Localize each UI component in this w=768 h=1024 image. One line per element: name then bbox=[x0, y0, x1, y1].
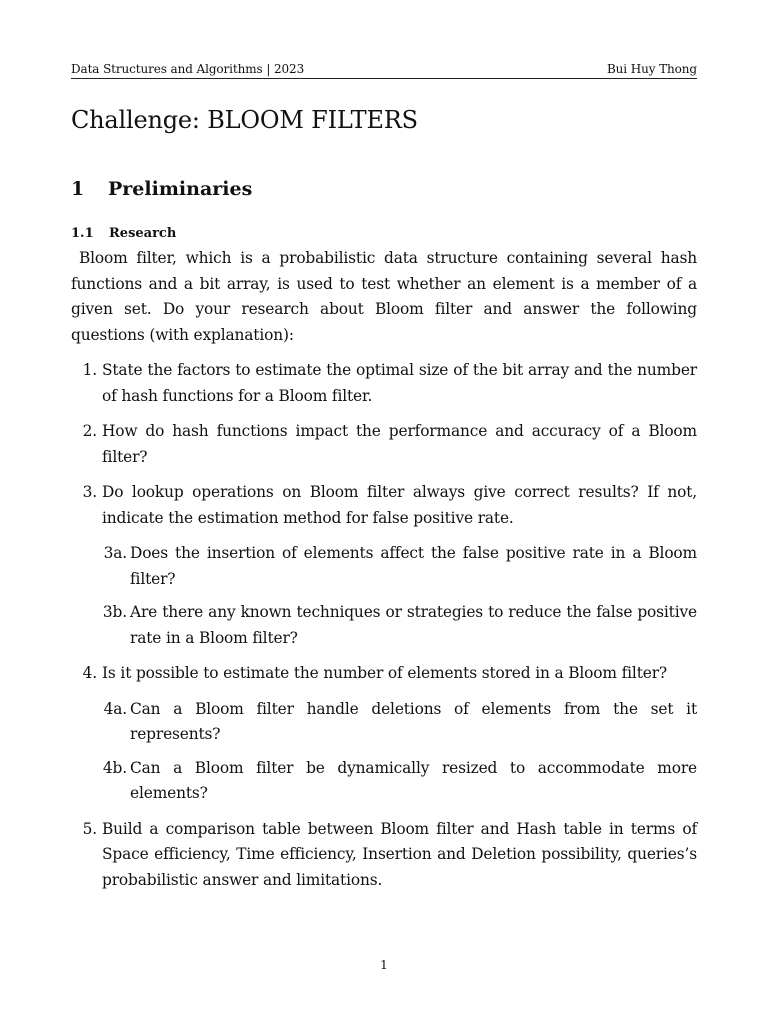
header-author-label: Bui Huy Thong bbox=[606, 62, 697, 76]
header-course-label: Data Structures and Algorithms | 2023 bbox=[71, 62, 305, 76]
subsection-number: 1.1 bbox=[71, 226, 94, 241]
question-list bbox=[71, 358, 697, 893]
question-text: State the factors to estimate the optimal size of the bit array and the number of hash functions for a Bloom filter. bbox=[102, 361, 697, 405]
sub-question-list bbox=[102, 541, 697, 651]
question-item bbox=[71, 358, 697, 409]
sub-question-item bbox=[102, 756, 697, 807]
sub-question-text: Can a Bloom filter handle deletions of elements from the set it represents? bbox=[130, 699, 697, 743]
question-marker: 1. bbox=[82, 361, 97, 379]
section-number: 1 bbox=[71, 178, 85, 200]
sub-question-item bbox=[102, 697, 697, 748]
sub-question-marker: 3b. bbox=[102, 603, 127, 621]
question-marker: 4. bbox=[82, 664, 97, 682]
question-item bbox=[71, 419, 697, 470]
section-heading bbox=[71, 176, 252, 202]
page-number: 1 bbox=[380, 958, 388, 972]
intro-paragraph: Bloom filter, which is a probabilistic data structure containing several hash functions and a bit array, is used to test whether an element is a member of a given set. Do your research about Bloom filter and answer the following questions (with explanation): bbox=[71, 249, 697, 344]
question-item bbox=[71, 480, 697, 651]
sub-question-marker: 3a. bbox=[103, 544, 127, 562]
question-text: Do lookup operations on Bloom filter always give correct results? If not, indicate the estimation method for false positive rate. bbox=[102, 483, 697, 527]
question-text: Build a comparison table between Bloom filter and Hash table in terms of Space efficiency, Time efficiency, Insertion and Deletion possibility, queries’s probabilistic answer and limitations. bbox=[102, 819, 697, 889]
document-title: Challenge: BLOOM FILTERS bbox=[71, 106, 418, 134]
subsection-heading bbox=[71, 225, 176, 243]
question-item bbox=[71, 817, 697, 894]
sub-question-marker: 4a. bbox=[103, 699, 127, 718]
sub-question-list bbox=[102, 697, 697, 807]
sub-question-item bbox=[102, 600, 697, 651]
question-marker: 2. bbox=[82, 422, 97, 440]
section-title: Preliminaries bbox=[108, 178, 253, 200]
sub-question-text: Does the insertion of elements affect the false positive rate in a Bloom filter? bbox=[130, 544, 697, 588]
document-page bbox=[71, 0, 697, 1024]
sub-question-marker: 4b. bbox=[102, 758, 127, 777]
subsection-title: Research bbox=[109, 226, 177, 241]
question-marker: 5. bbox=[82, 819, 97, 838]
question-text: Is it possible to estimate the number of elements stored in a Bloom filter? bbox=[102, 664, 667, 682]
sub-question-text: Can a Bloom filter be dynamically resized to accommodate more elements? bbox=[130, 758, 697, 802]
running-header bbox=[71, 61, 697, 77]
header-divider bbox=[71, 78, 697, 79]
question-text: How do hash functions impact the performance and accuracy of a Bloom filter? bbox=[102, 422, 697, 466]
question-item bbox=[71, 661, 697, 807]
question-marker: 3. bbox=[82, 483, 97, 501]
sub-question-item bbox=[102, 541, 697, 592]
sub-question-text: Are there any known techniques or strategies to reduce the false positive rate in a Bloom filter? bbox=[130, 603, 697, 647]
